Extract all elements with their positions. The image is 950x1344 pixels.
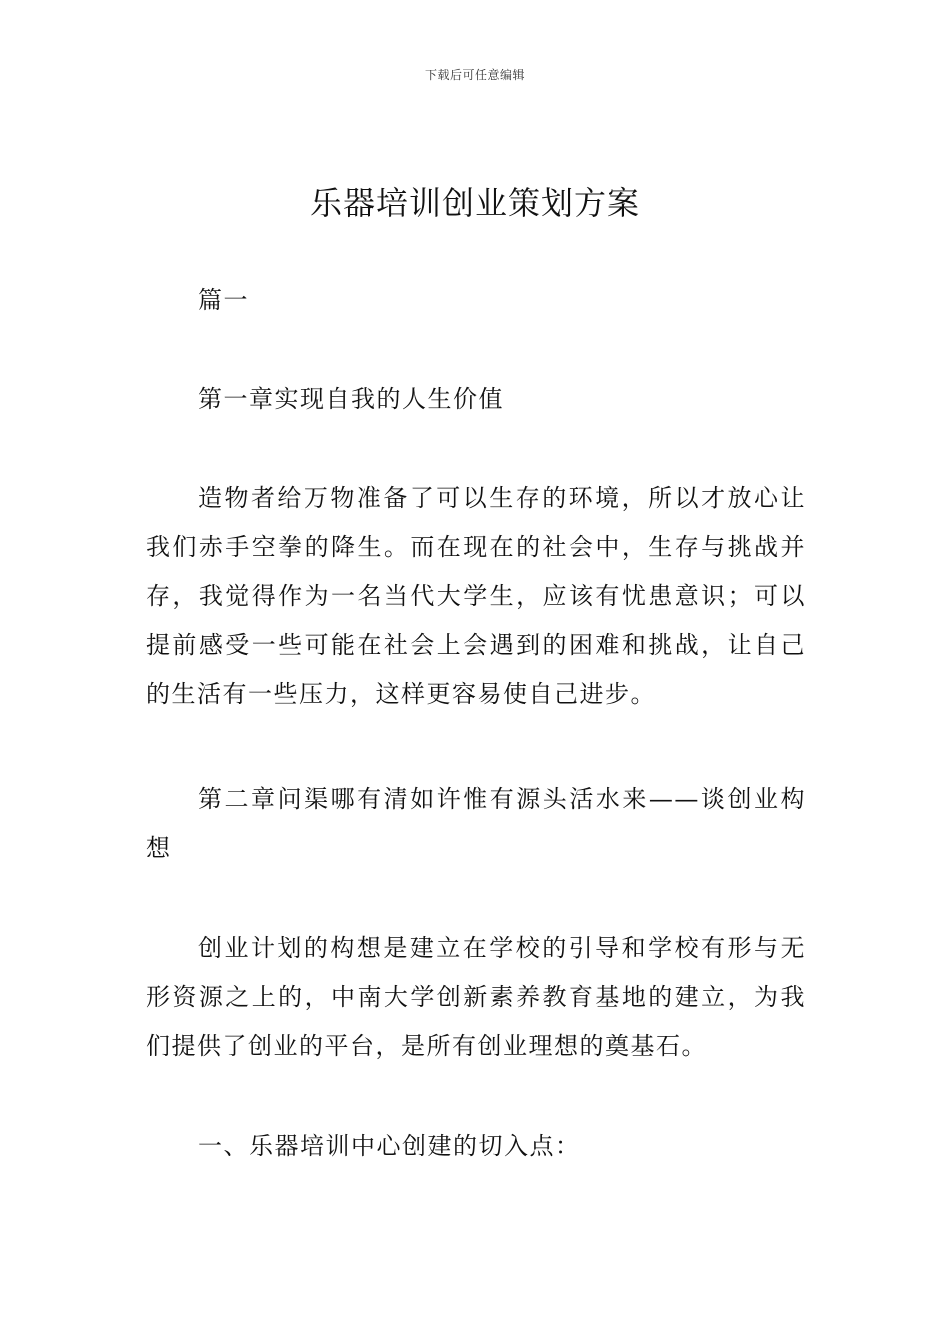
chapter-heading-1: 第一章实现自我的人生价值 (198, 385, 504, 413)
section-label: 篇一 (198, 286, 249, 314)
body-paragraph-1: 造物者给万物准备了可以生存的环境，所以才放心让我们赤手空拳的降生。而在现在的社会中，生存与挑战并存，我觉得作为一名当代大学生，应该有忧患意识；可以提前感受一些可能在社会上会遇到的困难和挑战，让自己的生活有一些压力，这样更容易使自己进步。 (146, 484, 806, 708)
chapter-heading-2: 第二章问渠哪有清如许惟有源头活水来——谈创业构想 (146, 785, 806, 862)
header-note: 下载后可任意编辑 (424, 68, 525, 82)
subsection-heading-1: 一、乐器培训中心创建的切入点： (198, 1132, 581, 1160)
document-title: 乐器培训创业策划方案 (309, 184, 640, 222)
body-paragraph-2: 创业计划的构想是建立在学校的引导和学校有形与无形资源之上的，中南大学创新素养教育基地的建立，为我们提供了创业的平台，是所有创业理想的奠基石。 (146, 934, 806, 1060)
